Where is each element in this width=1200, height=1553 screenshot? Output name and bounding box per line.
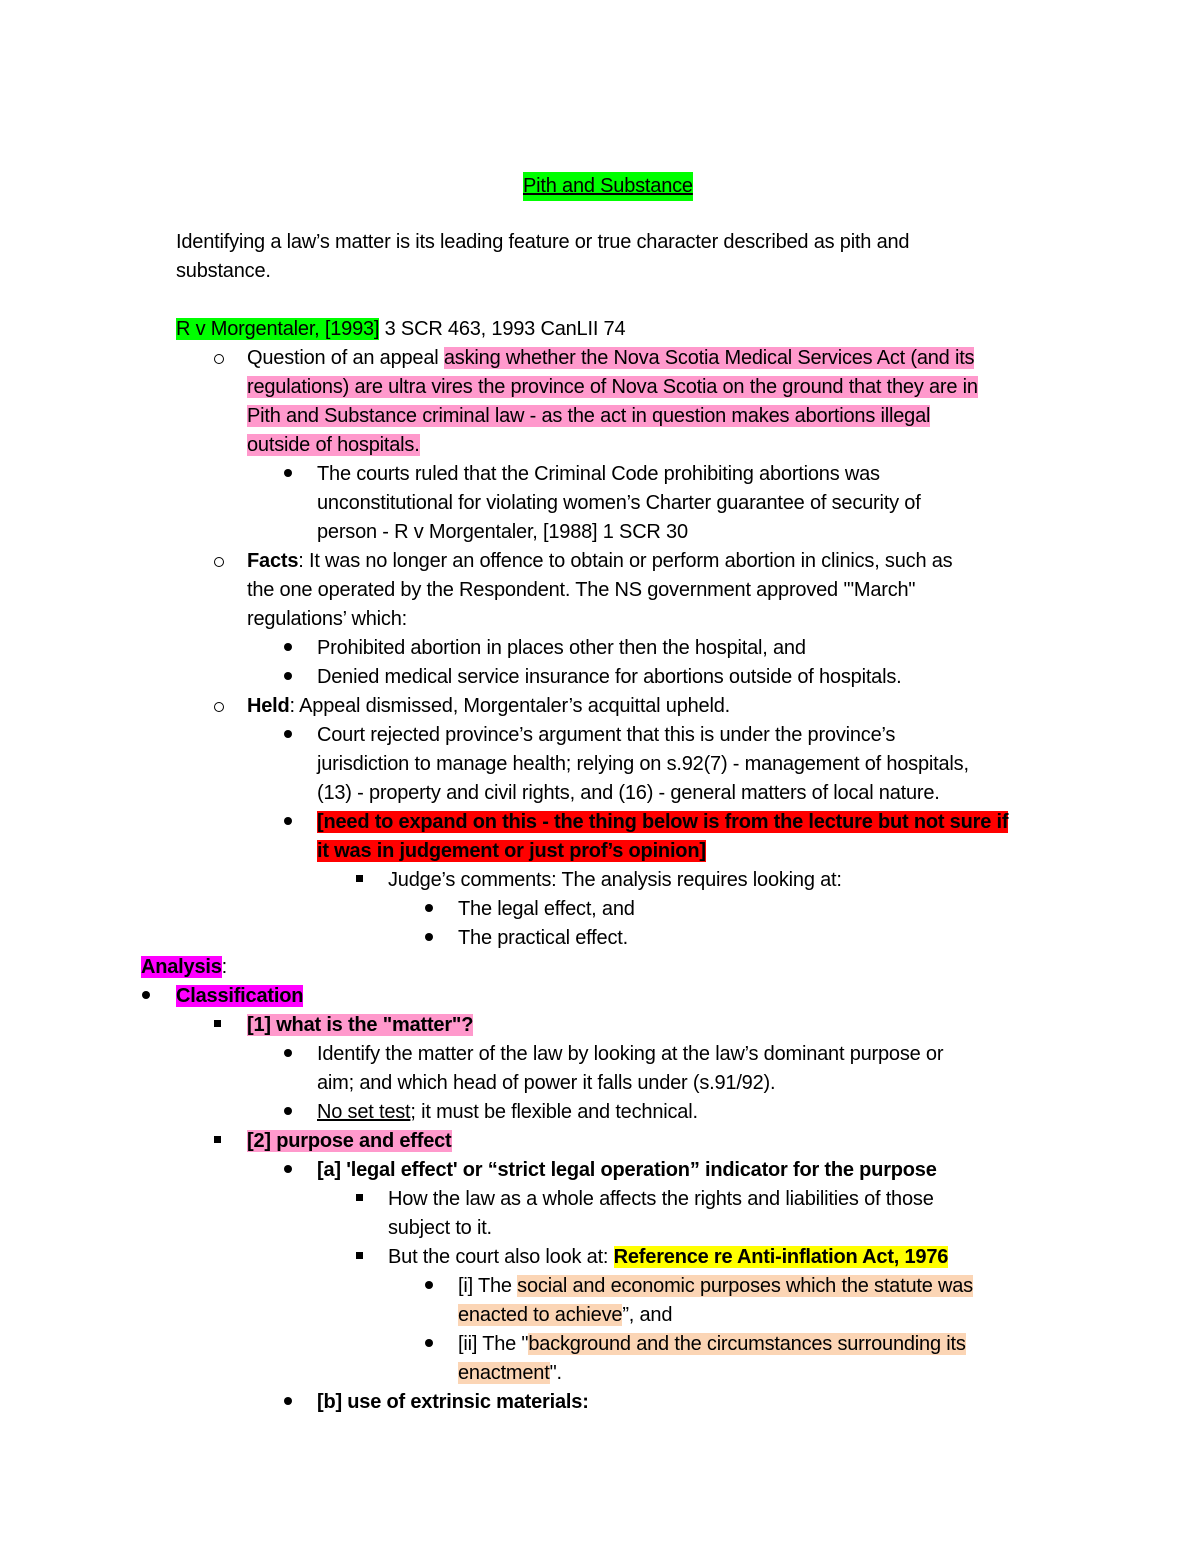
dot-bullet-icon bbox=[414, 1330, 444, 1359]
case-name: R v Morgentaler, [1993] bbox=[176, 318, 380, 340]
prior-ruling-line: person - R v Morgentaler, [1988] 1 SCR 30 bbox=[317, 521, 688, 543]
analysis-heading: Analysis: bbox=[141, 956, 228, 978]
circle-bullet-icon bbox=[204, 344, 234, 373]
intro-line: substance. bbox=[176, 260, 271, 282]
dot-bullet-icon bbox=[414, 895, 444, 924]
note-line: [need to expand on this - the thing below is from the lecture but not sure if bbox=[317, 811, 1009, 833]
case-citation: 3 SCR 463, 1993 CanLII 74 bbox=[379, 318, 626, 340]
square-bullet-icon bbox=[344, 1185, 374, 1214]
dot-bullet-icon bbox=[273, 808, 303, 837]
dot-bullet-icon bbox=[273, 1388, 303, 1417]
purpose-item-line: enactment". bbox=[458, 1362, 562, 1384]
judge-comments: Judge’s comments: The analysis requires looking at: bbox=[388, 869, 842, 891]
dot-bullet-icon bbox=[273, 663, 303, 692]
circle-bullet-icon bbox=[204, 547, 234, 576]
facts-line: the one operated by the Respondent. The NS government approved '"March" bbox=[247, 579, 916, 601]
held-bullet-line: jurisdiction to manage health; relying on s.92(7) - management of hospitals, bbox=[317, 753, 969, 775]
purpose-heading: [2] purpose and effect bbox=[247, 1130, 452, 1152]
circle-bullet-icon bbox=[204, 692, 234, 721]
facts-bullet: Prohibited abortion in places other then the hospital, and bbox=[317, 637, 806, 659]
square-bullet-icon bbox=[202, 1127, 232, 1156]
question-line: Pith and Substance criminal law - as the act in question makes abortions illegal bbox=[247, 405, 931, 427]
question-line: outside of hospitals. bbox=[247, 434, 420, 456]
purpose-item-line: [ii] The "background and the circumstances surrounding its bbox=[458, 1333, 966, 1355]
held-line: Held: Appeal dismissed, Morgentaler’s acquittal upheld. bbox=[247, 695, 730, 717]
effect-item: The practical effect. bbox=[458, 927, 628, 949]
square-bullet-icon bbox=[344, 1243, 374, 1272]
dot-bullet-icon bbox=[414, 1272, 444, 1301]
legal-effect-line: subject to it. bbox=[388, 1217, 492, 1239]
prior-ruling-line: The courts ruled that the Criminal Code prohibiting abortions was bbox=[317, 463, 880, 485]
matter-heading: [1] what is the "matter"? bbox=[247, 1014, 474, 1036]
dot-bullet-icon bbox=[131, 982, 161, 1011]
dot-bullet-icon bbox=[273, 634, 303, 663]
dot-bullet-icon bbox=[273, 460, 303, 489]
reference-line: But the court also look at: Reference re Anti-inflation Act, 1976 bbox=[388, 1246, 949, 1268]
dot-bullet-icon bbox=[273, 721, 303, 750]
dot-bullet-icon bbox=[273, 1098, 303, 1127]
facts-line: regulations’ which: bbox=[247, 608, 407, 630]
held-bullet-line: (13) - property and civil rights, and (16) - general matters of local nature. bbox=[317, 782, 940, 804]
question-line: Question of an appeal asking whether the Nova Scotia Medical Services Act (and its bbox=[247, 347, 975, 369]
facts-bullet: Denied medical service insurance for abortions outside of hospitals. bbox=[317, 666, 902, 688]
matter-line: aim; and which head of power it falls under (s.91/92). bbox=[317, 1072, 776, 1094]
case-heading bbox=[176, 315, 625, 344]
dot-bullet-icon bbox=[414, 924, 444, 953]
extrinsic-heading: [b] use of extrinsic materials: bbox=[317, 1391, 589, 1413]
prior-ruling-line: unconstitutional for violating women’s Charter guarantee of security of bbox=[317, 492, 921, 514]
classification-heading: Classification bbox=[176, 985, 304, 1007]
effect-item: The legal effect, and bbox=[458, 898, 635, 920]
dot-bullet-icon bbox=[273, 1040, 303, 1069]
held-bullet-line: Court rejected province’s argument that this is under the province’s bbox=[317, 724, 896, 746]
square-bullet-icon bbox=[344, 866, 374, 895]
note-line: it was in judgement or just prof’s opinion] bbox=[317, 840, 706, 862]
legal-effect-heading: [a] 'legal effect' or “strict legal operation” indicator for the purpose bbox=[317, 1159, 937, 1181]
facts-line: Facts: It was no longer an offence to obtain or perform abortion in clinics, such as bbox=[247, 550, 953, 572]
matter-line: Identify the matter of the law by looking at the law’s dominant purpose or bbox=[317, 1043, 944, 1065]
page-title: Pith and Substance bbox=[523, 172, 693, 201]
intro-line: Identifying a law’s matter is its leading feature or true character described as pith and bbox=[176, 231, 910, 253]
dot-bullet-icon bbox=[273, 1156, 303, 1185]
question-line: regulations) are ultra vires the province of Nova Scotia on the ground that they are in bbox=[247, 376, 978, 398]
matter-line: No set test; it must be flexible and technical. bbox=[317, 1101, 698, 1123]
purpose-item-line: enacted to achieve”, and bbox=[458, 1304, 673, 1326]
square-bullet-icon bbox=[202, 1011, 232, 1040]
legal-effect-line: How the law as a whole affects the rights and liabilities of those bbox=[388, 1188, 934, 1210]
purpose-item-line: [i] The social and economic purposes which the statute was bbox=[458, 1275, 973, 1297]
